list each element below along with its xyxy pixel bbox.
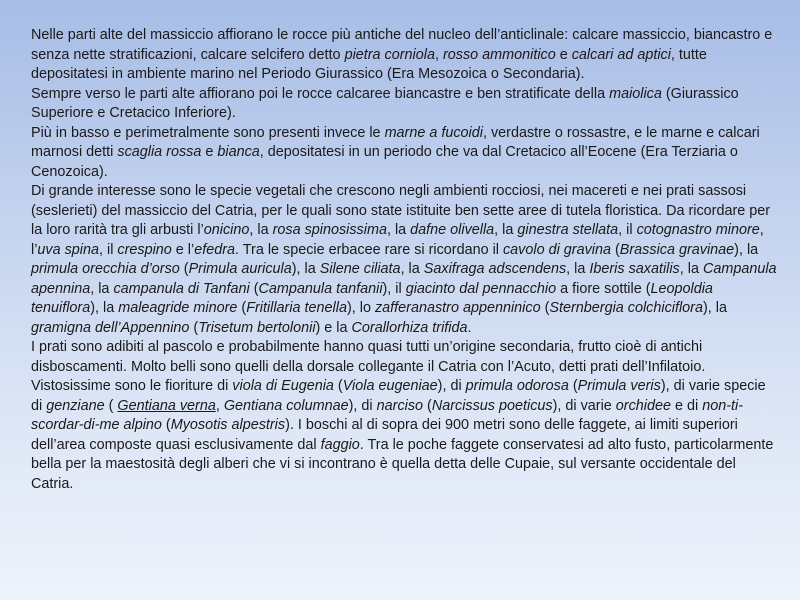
italic-term: Campanula apennina [31, 261, 777, 297]
italic-term: rosa spinosissima [272, 222, 387, 238]
text-run: , [215, 397, 224, 414]
text-run: e [201, 144, 218, 160]
text-run: , l’ [31, 222, 764, 258]
italic-term: faggio [320, 436, 360, 453]
text-run: ), la [291, 261, 320, 277]
text-run: , [434, 46, 443, 63]
italic-term: ginestra stellata [517, 222, 619, 238]
italic-term: pietra corniola [344, 46, 435, 63]
italic-term: Corallorhiza trifida [351, 319, 468, 336]
text-run: ) e la [315, 319, 352, 336]
text-run: Sempre verso le parti alte affiorano poi le rocce calcaree biancastre e ben stratificate della [31, 85, 610, 102]
italic-term: scaglia rossa [117, 144, 202, 160]
italic-term: orchidee [615, 397, 671, 414]
text-run: , il [618, 222, 637, 238]
text-run: ), il [382, 280, 406, 297]
italic-term: cavolo di gravina [502, 241, 611, 258]
text-run: . Tra le specie erbacee rare si ricordano il [235, 241, 503, 258]
text-run: ), di [348, 397, 377, 414]
italic-term: Primula veris [577, 378, 661, 394]
text-run: ( [249, 280, 259, 297]
paragraph-3 [31, 124, 779, 183]
italic-term: Gentiana verna [117, 397, 216, 414]
text-run: Nelle parti alte del massiccio affiorano le rocce più antiche del nucleo dell’anticlinale: calcare massiccio, biancastro e senza nette stratificazioni, calcare selcifero detto [31, 27, 773, 63]
text-run: , la [90, 280, 114, 297]
text-run: ), di varie [552, 397, 616, 414]
text-run: ( [189, 319, 199, 336]
italic-term: genziane [46, 397, 105, 414]
text-run: ( [610, 241, 620, 258]
italic-term: Campanula tanfanii [258, 280, 383, 297]
italic-term: Viola eugeniae [342, 378, 438, 394]
italic-term: viola di Eugenia [232, 378, 334, 394]
italic-term: narciso [376, 397, 424, 414]
italic-term: Trisetum bertolonii [198, 319, 316, 336]
text-run: , verdastre o rossastre, e le marne e calcari marnosi detti [31, 124, 760, 160]
text-run: ( [104, 397, 118, 414]
italic-term: Myosotis alpestris [170, 417, 286, 433]
italic-term: Narcissus poeticus [431, 397, 553, 414]
italic-term: Silene ciliata [319, 261, 401, 277]
italic-term: non-ti-scordar-di-me alpino [31, 397, 743, 433]
italic-term: primula odorosa [465, 378, 569, 394]
italic-term: Brassica gravinae [619, 241, 735, 258]
text-run: ), la [90, 300, 119, 316]
text-run: , la [566, 261, 590, 277]
text-run: a fiore sottile ( [556, 280, 651, 297]
italic-term: Leopoldia tenuiflora [31, 280, 713, 316]
text-run: ( [179, 261, 189, 277]
text-run: . Tra le poche faggete conservatesi ad alto fusto, particolarmente bella per la maestosità degli alberi che vi si incontrano è quella detta delle Cupaie, sul versante occidentale del Catria. [31, 436, 774, 492]
italic-term: maleagride minore [118, 300, 238, 316]
text-run: . [467, 319, 472, 336]
italic-term: marne a fucoidi [384, 124, 483, 141]
italic-term: Saxifraga adscendens [423, 261, 567, 277]
paragraph-2 [31, 85, 779, 124]
italic-term: calcari ad aptici [571, 46, 671, 63]
italic-term: Sternbergia colchiciflora [549, 300, 703, 316]
italic-term: uva spina [37, 241, 100, 258]
italic-term: cotognastro minore [636, 222, 760, 238]
text-body [31, 26, 779, 494]
text-run: , la [249, 222, 273, 238]
italic-term: rosso ammonitico [442, 46, 556, 63]
italic-term: Gentiana columnae [223, 397, 349, 414]
text-run: ), la [702, 300, 727, 316]
text-run: ), la [734, 241, 759, 258]
italic-term: primula orecchia d’orso [31, 261, 180, 277]
text-run: ), lo [346, 300, 375, 316]
text-run: ), di [437, 378, 466, 394]
italic-term: onicino [203, 222, 250, 238]
text-run: ( [161, 417, 171, 433]
text-run: , la [386, 222, 411, 238]
text-run: , la [400, 261, 424, 277]
text-run: I prati sono adibiti al pascolo e probabilmente hanno quasi tutti un’origine secondaria, frutto cioè di antichi disboscamenti. Molto belli sono quelli della dorsale collegante il Catria con l’Acuto, detti prati dell’Infilatoio. Vistosissime sono le fioriture di [31, 339, 706, 394]
text-run: (Giurassico Superiore e Cretacico Inferiore). [31, 85, 739, 121]
paragraph-5 [31, 338, 779, 494]
italic-term: campanula di Tanfani [113, 280, 250, 297]
text-run: ). I boschi al di sopra dei 900 metri sono delle faggete, ai limiti superiori dell’area composte quasi esclusivamente dal [31, 417, 738, 453]
italic-term: crespino [117, 241, 172, 258]
text-run: ), di varie specie di [31, 378, 766, 414]
italic-term: giacinto dal pennacchio [405, 280, 557, 297]
text-run: , tutte depositatesi in ambiente marino nel Periodo Giurassico (Era Mesozoica o Secondaria). [31, 46, 707, 82]
text-run: Più in basso e perimetralmente sono presenti invece le [31, 124, 385, 141]
text-run: , la [679, 261, 703, 277]
text-run: e di [671, 397, 703, 414]
paragraph-1 [31, 26, 779, 85]
italic-term: Fritillaria tenella [246, 300, 347, 316]
paragraph-4 [31, 182, 779, 338]
text-run: ( [333, 378, 343, 394]
italic-term: bianca [217, 144, 260, 160]
text-run: e l’ [171, 241, 195, 258]
italic-term: gramigna dell’Appennino [31, 319, 190, 336]
text-run: ( [568, 378, 578, 394]
text-run: ( [423, 397, 432, 414]
italic-term: zafferanastro appenninico [374, 300, 541, 316]
text-run: Di grande interesse sono le specie vegetali che crescono negli ambienti rocciosi, nei macereti e nei prati sassosi (seslerieti) del massiccio del Catria, per le quali sono state istituite ben sette aree di tutela floristica. Da ricordare per la loro rarità tra gli arbusti l’ [31, 183, 771, 238]
italic-term: maiolica [609, 85, 662, 102]
italic-term: Primula auricula [188, 261, 292, 277]
italic-term: Iberis saxatilis [589, 261, 680, 277]
italic-term: efedra [194, 241, 236, 258]
text-run: , il [99, 241, 118, 258]
italic-term: dafne olivella [410, 222, 495, 238]
text-run: e [555, 46, 572, 63]
text-run: , depositatesi in un periodo che va dal Cretacico all’Eocene (Era Terziaria o Cenozoica). [31, 144, 738, 180]
text-run: ( [540, 300, 550, 316]
text-run: , la [494, 222, 518, 238]
text-run: ( [237, 300, 247, 316]
